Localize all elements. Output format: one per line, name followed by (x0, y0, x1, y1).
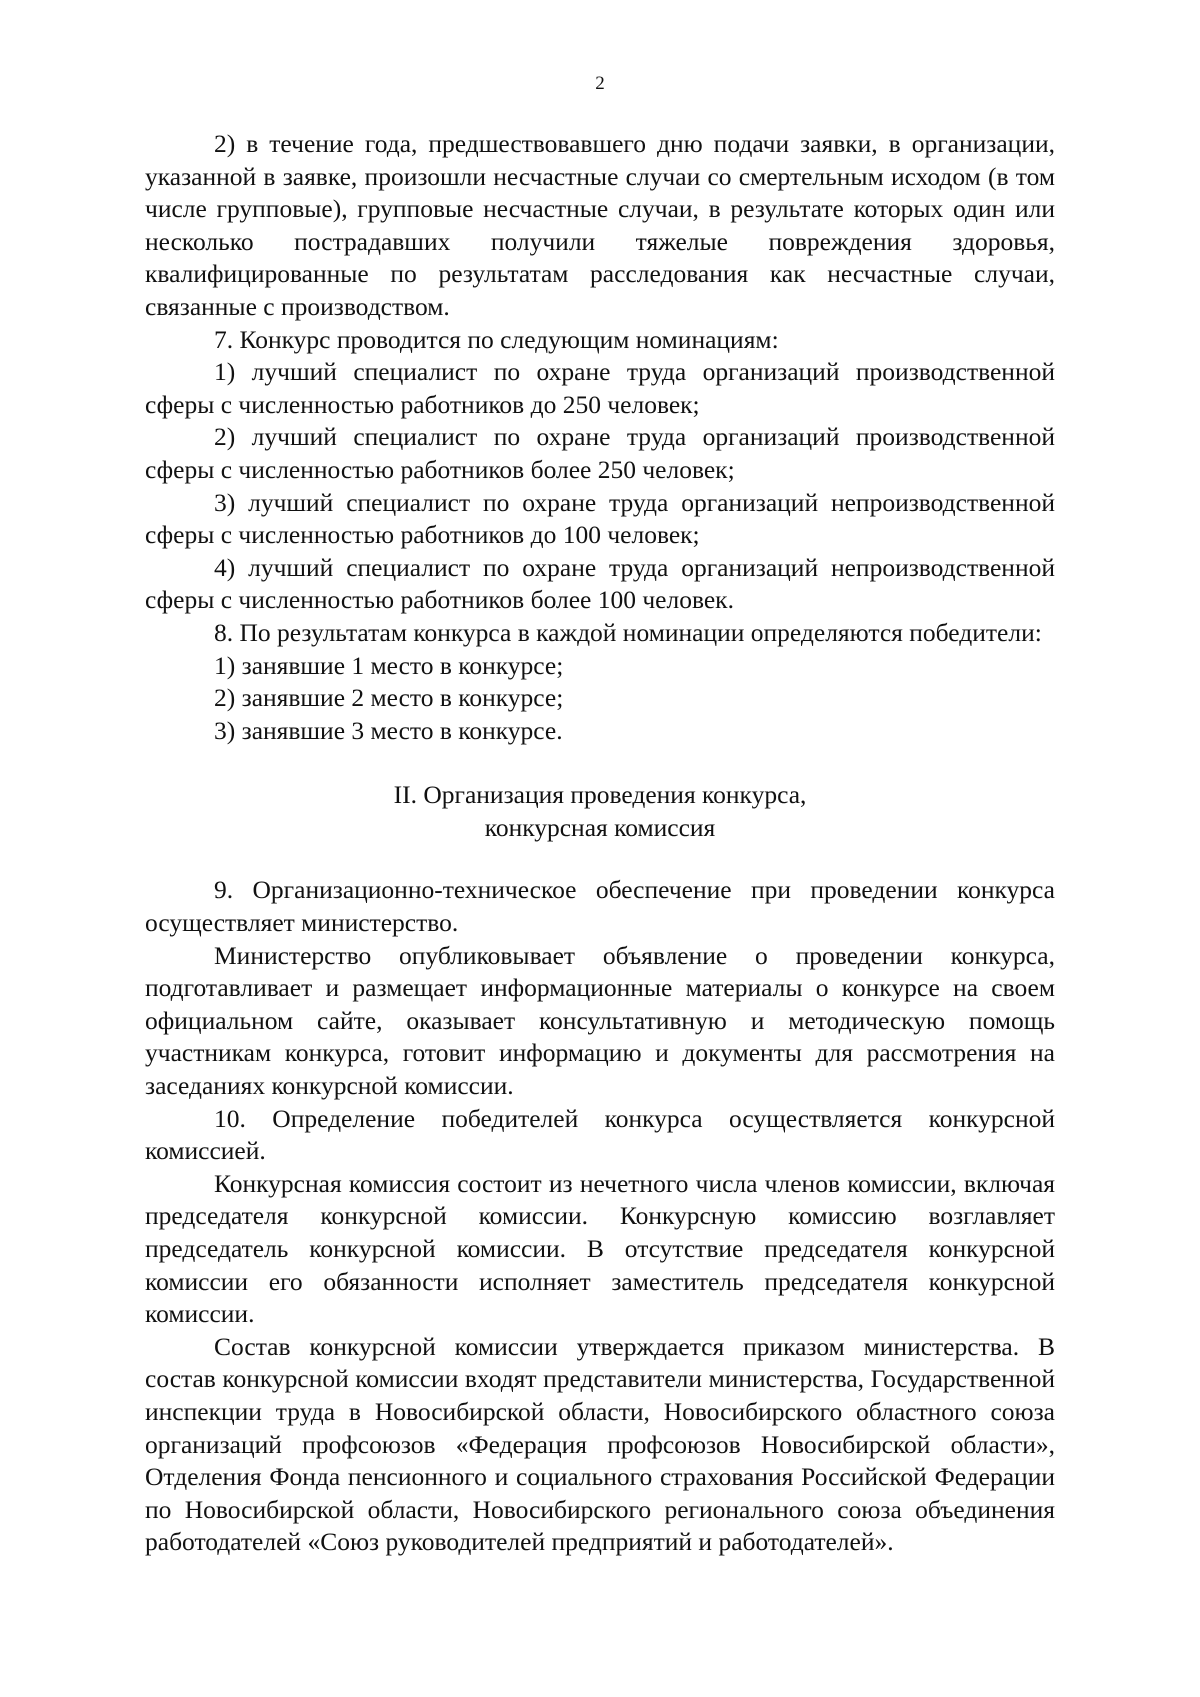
section-heading-line-2: конкурсная комиссия (484, 812, 716, 842)
paragraph-9: 9. Организационно-техническое обеспечение при проведении конкурса осуществляет министерство. (145, 875, 1055, 938)
paragraph-7: 7. Конкурс проводится по следующим номинациям: (214, 324, 779, 354)
nomination-item-1: 1) лучший специалист по охране труда организаций производственной сферы с численностью работников до 250 человек; (145, 357, 1055, 419)
paragraph-item-2: 2) в течение года, предшествовавшего дню подачи заявки, в организации, указанной в заявке, произошли несчастные случаи со смертельным исходом (в том числе групповые), групповые несчастные случаи, в результате которых один или несколько пострадавших получили тяжелые повреждения здоровья, квалифицированные по результатам расследования как несчастные случаи, связанные с производством. (145, 129, 1055, 321)
paragraph-10-commission-composition: Конкурсная комиссия состоит из нечетного числа членов комиссии, включая председателя конкурсной комиссии. Конкурсную комиссию возглавляет председатель конкурсной комиссии. В отсутствие председателя конкурсной комиссии его обязанности исполняет заместитель председателя конкурсной комиссии. (145, 1168, 1055, 1329)
paragraph-10: 10. Определение победителей конкурса осуществляется конкурсной комиссией. (145, 1103, 1055, 1166)
paragraph-10-commission-members: Состав конкурсной комиссии утверждается приказом министерства. В состав конкурсной комиссии входят представители министерства, Государственной инспекции труда в Новосибирской области, Новосибирского областного союза организаций профсоюзов «Федерация профсоюзов Новосибирской области», Отделения Фонда пенсионного и социального страхования Российской Федерации по Новосибирской области, Новосибирского регионального союза объединения работодателей «Союз руководителей предприятий и работодателей». (145, 1331, 1055, 1557)
place-item-3: 3) занявшие 3 место в конкурсе. (214, 715, 563, 745)
section-heading-line-1: II. Организация проведения конкурса, (393, 780, 807, 810)
document-body (145, 128, 1055, 1559)
paragraph-8: 8. По результатам конкурса в каждой номинации определяются победители: (214, 617, 1042, 647)
nomination-item-4: 4) лучший специалист по охране труда организаций непроизводственной сферы с численностью работников более 100 человек. (145, 552, 1055, 615)
place-item-1: 1) занявшие 1 место в конкурсе; (214, 650, 564, 680)
section-heading (145, 779, 1055, 844)
nomination-item-3: 3) лучший специалист по охране труда организаций непроизводственной сферы с численностью работников до 100 человек; (145, 487, 1055, 550)
nomination-item-2: 2) лучший специалист по охране труда организаций производственной сферы с численностью работников более 250 человек; (145, 422, 1055, 484)
paragraph-9-continued: Министерство опубликовывает объявление о проведении конкурса, подготавливает и размещает информационные материалы о конкурсе на своем официальном сайте, оказывает консультативную и методическую помощь участникам конкурса, готовит информацию и документы для рассмотрения на заседаниях конкурсной комиссии. (145, 940, 1055, 1101)
place-item-2: 2) занявшие 2 место в конкурсе; (214, 683, 564, 713)
page-number: 2 (595, 73, 605, 94)
